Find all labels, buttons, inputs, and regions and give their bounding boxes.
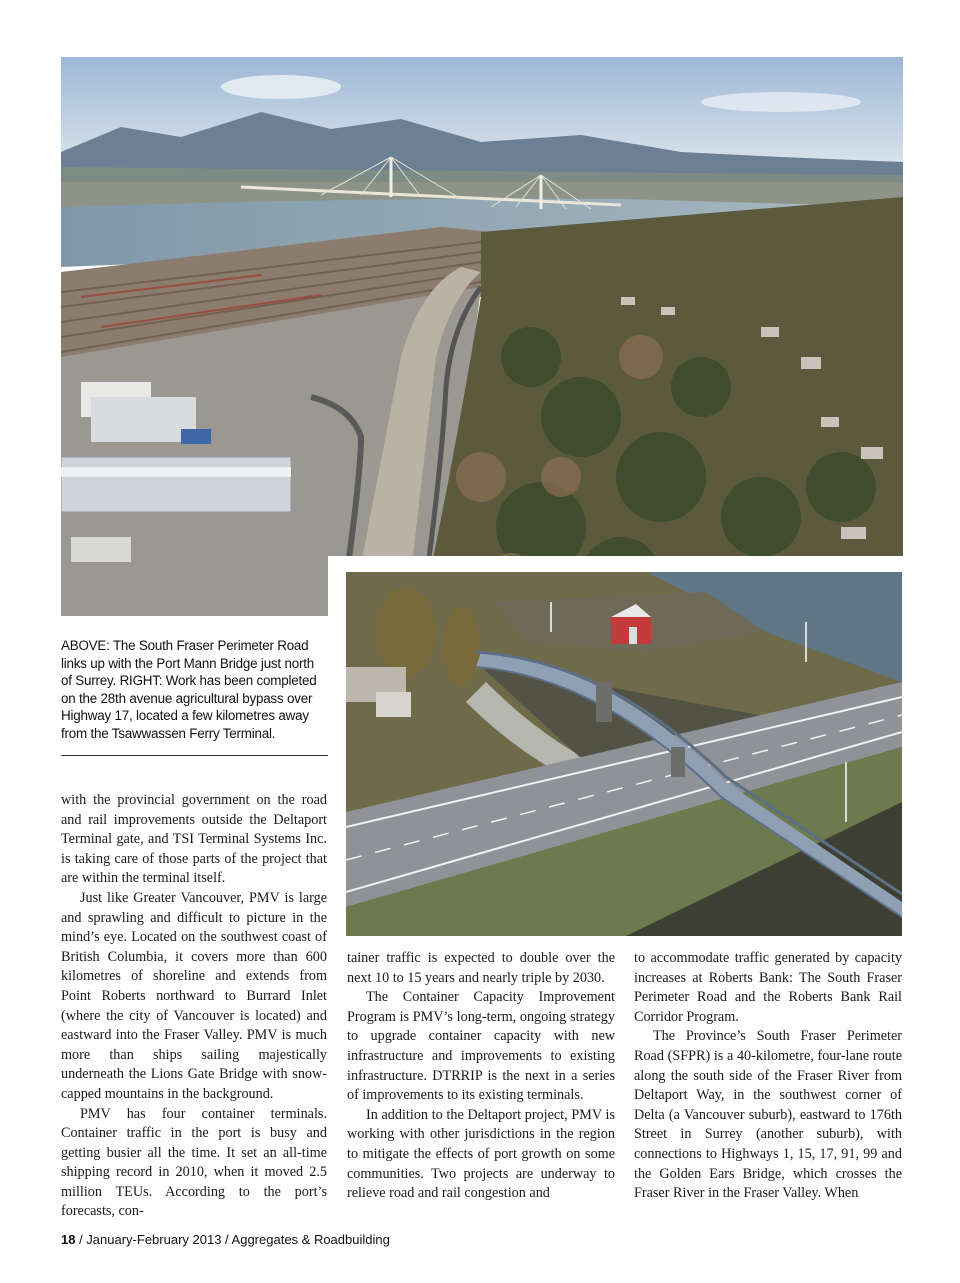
paragraph: with the provincial government on the road and rail improvements outside the Deltaport Terminal gate, and TSI Terminal Systems Inc. is taking care of those parts of the project that are within the terminal itself. — [61, 792, 327, 887]
article-column-1 — [61, 791, 327, 1222]
inset-overpass-illustration — [346, 572, 902, 936]
paragraph: The Province’s South Fraser Perimeter Road (SFPR) is a 40-kilometre, four-lane route along the south side of the Fraser River from Deltaport Way, in the southwest corner of Delta (a Vancouver suburb), eastward to 176th Street in Surrey (another suburb), with connections to Highways 1, 15, 17, 91, 99 and the Golden Ears Bridge, which crosses the Fraser River in the Fraser Valley. When — [634, 1028, 902, 1202]
article-column-3 — [634, 949, 902, 1204]
paragraph: Just like Greater Vancouver, PMV is large and sprawling and difficult to picture in the mind’s eye. Located on the southwest coast of British Columbia, it covers more than 600 kilometres of shoreline and extends from Point Roberts northward to Burrard Inlet (where the city of Vancouver is located) and eastward into the Fraser Valley. PMV is much more than ships sailing majestically underneath the Lions Gate Bridge with snow-capped mountains in the background. — [61, 889, 327, 1102]
article-column-2 — [347, 949, 615, 1204]
paragraph: tainer traffic is expected to double over the next 10 to 15 years and nearly triple by 2030. — [347, 950, 615, 986]
page-number: 18 — [61, 1232, 76, 1247]
page-footer — [61, 1232, 390, 1247]
paragraph: The Container Capacity Improvement Program is PMV’s long-term, ongoing strategy to upgrade container capacity with new infrastructure and improvements to existing infrastructure. DTRRIP is the next in a series of improvements to its existing terminals. — [347, 989, 615, 1104]
paragraph: to accommodate traffic generated by capacity increases at Roberts Bank: The South Fraser Perimeter Road and the Roberts Bank Rail Corridor Program. — [634, 950, 902, 1025]
top-aerial-photo-illustration — [61, 57, 903, 616]
top-aerial-photo — [61, 57, 903, 616]
caption-divider — [61, 755, 328, 756]
publication-info: / January-February 2013 / Aggregates & Roadbuilding — [75, 1232, 390, 1247]
photo-caption: ABOVE: The South Fraser Perimeter Road links up with the Port Mann Bridge just north of Surrey. RIGHT: Work has been completed on the 28th avenue agricultural bypass over Highway 17, located a few kilometres away from the Tsawwassen Ferry Terminal. — [61, 638, 317, 741]
inset-overpass-photo — [346, 572, 902, 936]
paragraph: In addition to the Deltaport project, PMV is working with other jurisdictions in the region to mitigate the effects of port growth on some communities. Two projects are underway to relieve road and rail congestion and — [347, 1106, 615, 1202]
paragraph: PMV has four container terminals. Container traffic in the port is busy and getting busier all the time. It set an all-time shipping record in 2010, when it moved 2.5 million TEUs. According to the port’s forecasts, con- — [61, 1105, 327, 1220]
